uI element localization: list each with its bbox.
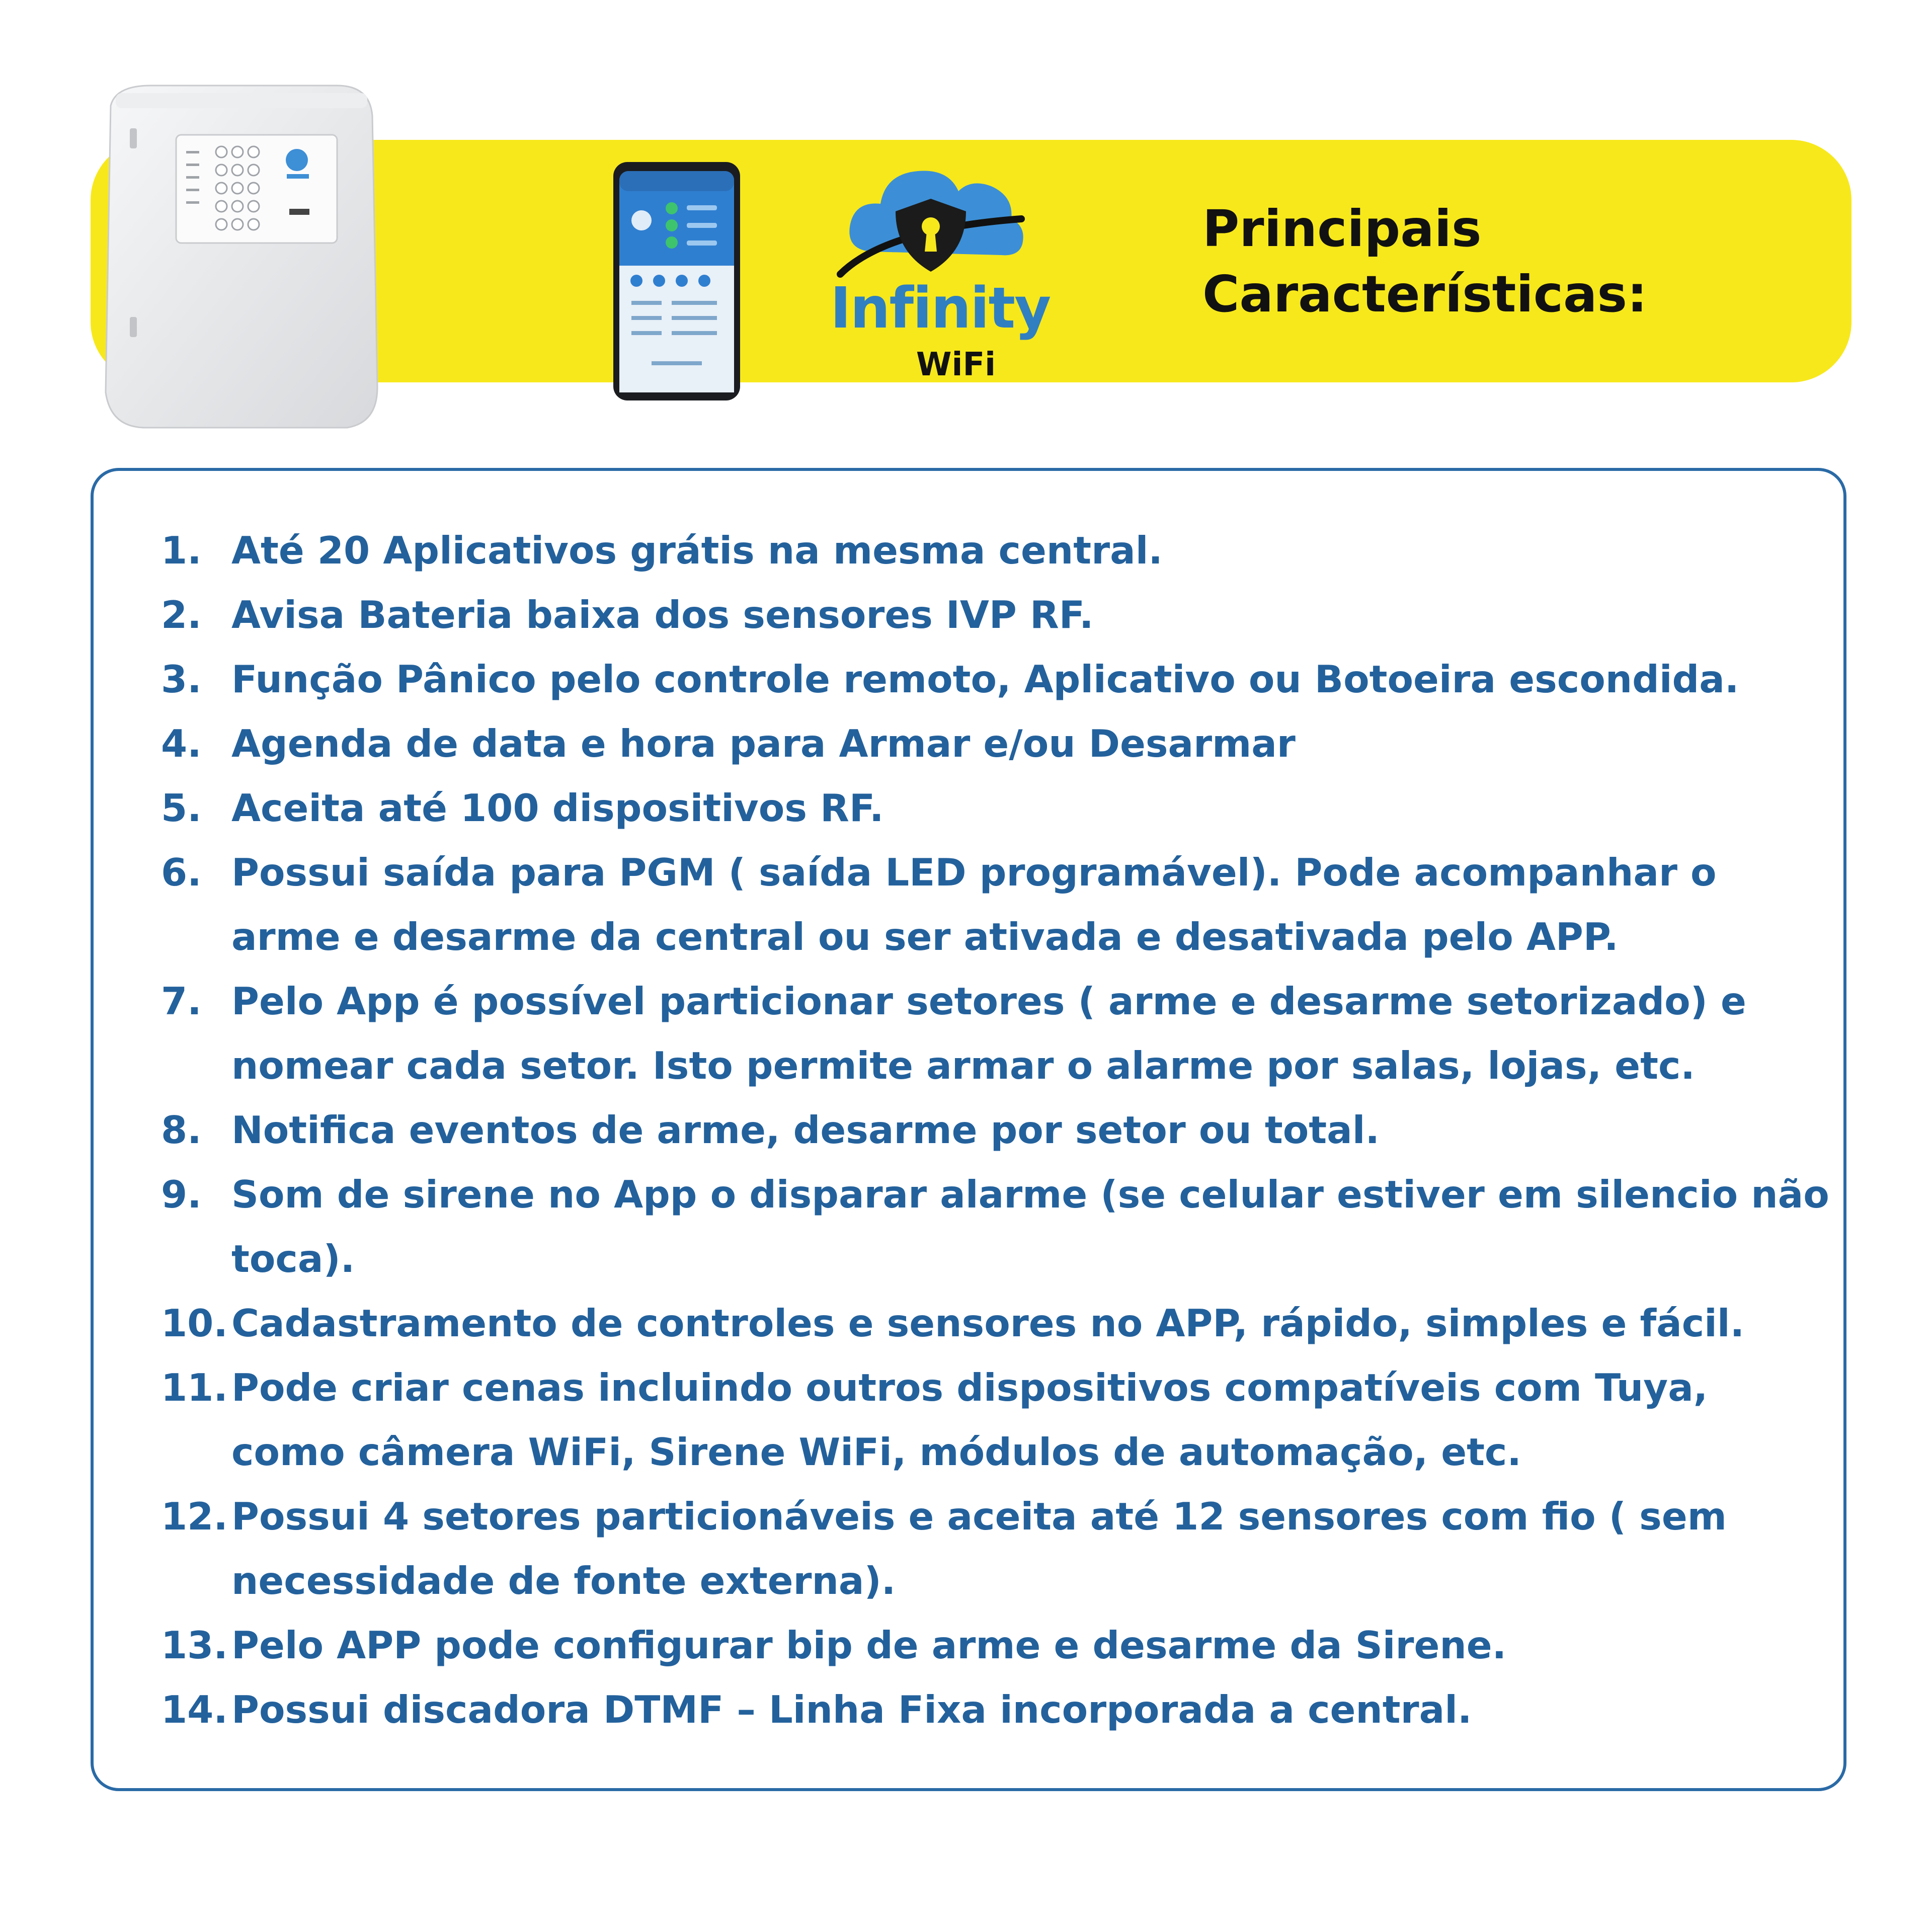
item-number: 4. bbox=[161, 721, 202, 766]
logo-name-text: Infinity bbox=[830, 276, 1051, 341]
list-item bbox=[161, 1291, 1831, 1355]
list-item bbox=[161, 1162, 1831, 1291]
list-item bbox=[161, 583, 1831, 647]
item-text: Possui saída para PGM ( saída LED programável). Pode acompanhar o arme e desarme da central ou ser ativada e desativada pelo APP. bbox=[231, 850, 1717, 959]
item-number: 14. bbox=[161, 1687, 228, 1732]
item-number: 10. bbox=[161, 1301, 228, 1345]
item-text: Som de sirene no App o disparar alarme (se celular estiver em silencio não toca). bbox=[231, 1172, 1829, 1281]
item-text: Agenda de data e hora para Armar e/ou Desarmar bbox=[231, 721, 1296, 766]
smartphone-app-image bbox=[611, 160, 742, 403]
list-item bbox=[161, 711, 1831, 776]
logo-sub-text: WiFi bbox=[916, 346, 996, 383]
item-number: 3. bbox=[161, 657, 202, 701]
item-text: Pelo APP pode configurar bip de arme e desarme da Sirene. bbox=[231, 1623, 1507, 1667]
alarm-panel-image bbox=[75, 75, 382, 433]
item-text: Possui discadora DTMF – Linha Fixa incorporada a central. bbox=[231, 1687, 1472, 1732]
item-text: Função Pânico pelo controle remoto, Aplicativo ou Botoeira escondida. bbox=[231, 657, 1739, 701]
item-number: 9. bbox=[161, 1172, 202, 1217]
item-number: 5. bbox=[161, 786, 202, 830]
list-item bbox=[161, 647, 1831, 711]
item-text: Aceita até 100 dispositivos RF. bbox=[231, 786, 884, 830]
item-number: 2. bbox=[161, 593, 202, 637]
list-item bbox=[161, 1098, 1831, 1162]
list-item bbox=[161, 1355, 1831, 1484]
item-number: 11. bbox=[161, 1365, 228, 1410]
list-item bbox=[161, 1613, 1831, 1677]
page-title bbox=[1202, 196, 1806, 327]
list-item bbox=[161, 969, 1831, 1098]
item-text: Possui 4 setores particionáveis e aceita até 12 sensores com fio ( sem necessidade de fonte externa). bbox=[231, 1494, 1727, 1603]
title-line-2: Características: bbox=[1202, 265, 1648, 324]
list-item bbox=[161, 1677, 1831, 1742]
item-text: Pelo App é possível particionar setores ( arme e desarme setorizado) e nomear cada setor. Isto permite armar o alarme por salas, lojas, etc. bbox=[231, 979, 1746, 1088]
title-line-1: Principais bbox=[1202, 199, 1482, 258]
item-text: Até 20 Aplicativos grátis na mesma central. bbox=[231, 528, 1163, 573]
list-item bbox=[161, 518, 1831, 583]
item-text: Avisa Bateria baixa dos sensores IVP RF. bbox=[231, 593, 1094, 637]
item-text: Pode criar cenas incluindo outros dispositivos compatíveis com Tuya, como câmera WiFi, Sirene WiFi, módulos de automação, etc. bbox=[231, 1365, 1708, 1474]
item-text: Notifica eventos de arme, desarme por setor ou total. bbox=[231, 1108, 1380, 1152]
item-number: 12. bbox=[161, 1494, 228, 1539]
features-list bbox=[161, 518, 1831, 1742]
item-number: 6. bbox=[161, 850, 202, 895]
item-number: 8. bbox=[161, 1108, 202, 1152]
list-item bbox=[161, 840, 1831, 969]
item-number: 7. bbox=[161, 979, 202, 1023]
item-text: Cadastramento de controles e sensores no APP, rápido, simples e fácil. bbox=[231, 1301, 1745, 1345]
list-item bbox=[161, 1484, 1831, 1613]
item-number: 1. bbox=[161, 528, 202, 573]
list-item bbox=[161, 776, 1831, 840]
item-number: 13. bbox=[161, 1623, 228, 1667]
